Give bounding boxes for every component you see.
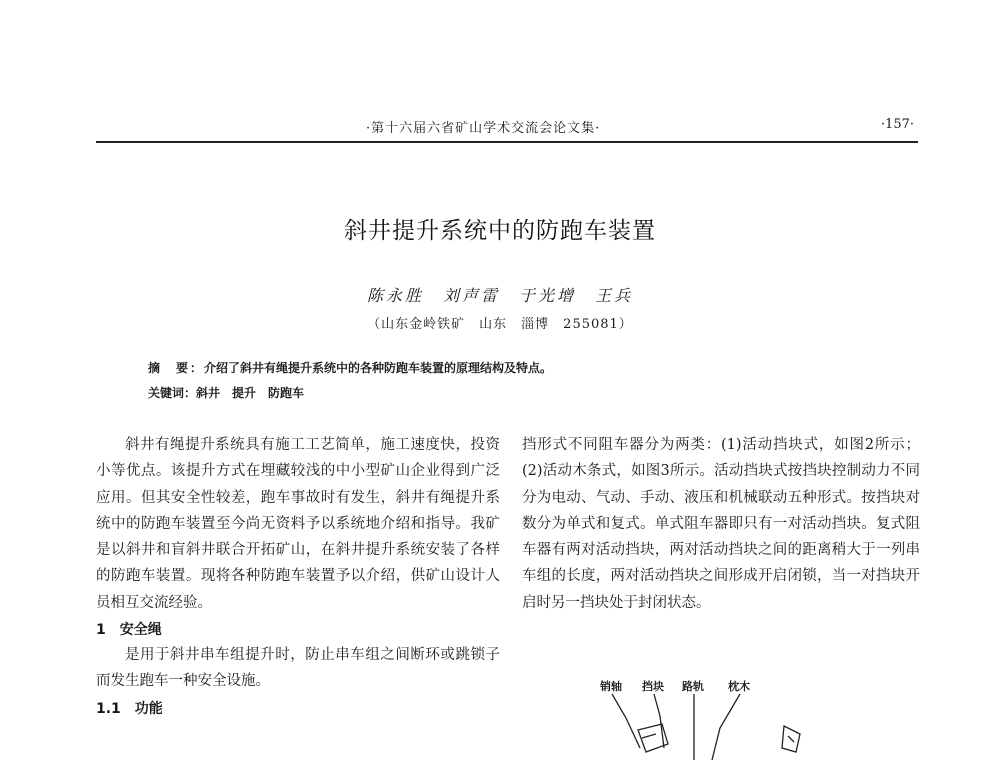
affiliation: （山东金岭铁矿 山东 淄博 255081）	[367, 317, 633, 332]
paper-title: 斜井提升系统中的防跑车装置	[344, 218, 656, 244]
figure-2-diagram	[590, 678, 830, 760]
intro-paragraph: 斜井有绳提升系统具有施工工艺简单，施工速度快，投资小等优点。该提升方式在埋藏较浅的中小型矿山企业得到广泛应用。但其安全性较差，跑车事故时有发生，斜井有绳提升系统中的防跑车装置至今尚无资料予以系统地介绍和指导。我矿是以斜井和盲斜井联合开拓矿山，在斜井提升系统安装了各样的防跑车装置。现将各种防跑车装置予以介绍，供矿山设计人员相互交流经验。	[96, 437, 500, 611]
left-column	[96, 432, 500, 721]
right-paragraph: 挡形式不同阻车器分为两类：(1)活动挡块式，如图2所示；(2)活动木条式，如图3所示。活动挡块式按挡块控制动力不同分为电动、气动、手动、液压和机械联动五种形式。按挡块对数分为单式和复式。单式阻车器即只有一对活动挡块。复式阻车器有两对活动挡块，两对活动挡块之间的距离稍大于一列串车组的长度，两对活动挡块之间形成开启闭锁，当一对挡块开启时另一挡块处于封闭状态。	[522, 437, 920, 611]
keywords	[148, 384, 304, 401]
figure-drawing	[590, 678, 830, 760]
section-1-paragraph: 是用于斜井串车组提升时，防止串车组之间断环或跳锁子而发生跑车一种安全设施。	[96, 647, 500, 690]
running-header	[96, 117, 918, 139]
right-column	[522, 432, 920, 616]
abstract-text: 介绍了斜井有绳提升系统中的各种防跑车装置的原理结构及特点。	[204, 361, 553, 375]
figure-label-pin: 销轴	[600, 680, 622, 693]
section-1-1-heading: 1.1 功能	[96, 700, 163, 717]
abstract-label: 摘 要：	[148, 361, 205, 375]
authors: 陈永胜 刘声雷 于光增 王兵	[366, 286, 633, 305]
abstract	[148, 359, 552, 376]
figure-label-rail: 路轨	[682, 680, 704, 693]
page-number: ·157·	[880, 117, 914, 132]
header-rule	[96, 141, 918, 143]
figure-label-block: 挡块	[642, 680, 664, 693]
keywords-label: 关键词：	[148, 386, 197, 400]
figure-label-sleeper: 枕木	[728, 680, 750, 693]
section-1-heading: 1 安全绳	[96, 622, 162, 639]
keywords-text: 斜井 提升 防跑车	[196, 386, 305, 400]
journal-title: ·第十六届六省矿山学术交流会论文集·	[366, 121, 601, 136]
